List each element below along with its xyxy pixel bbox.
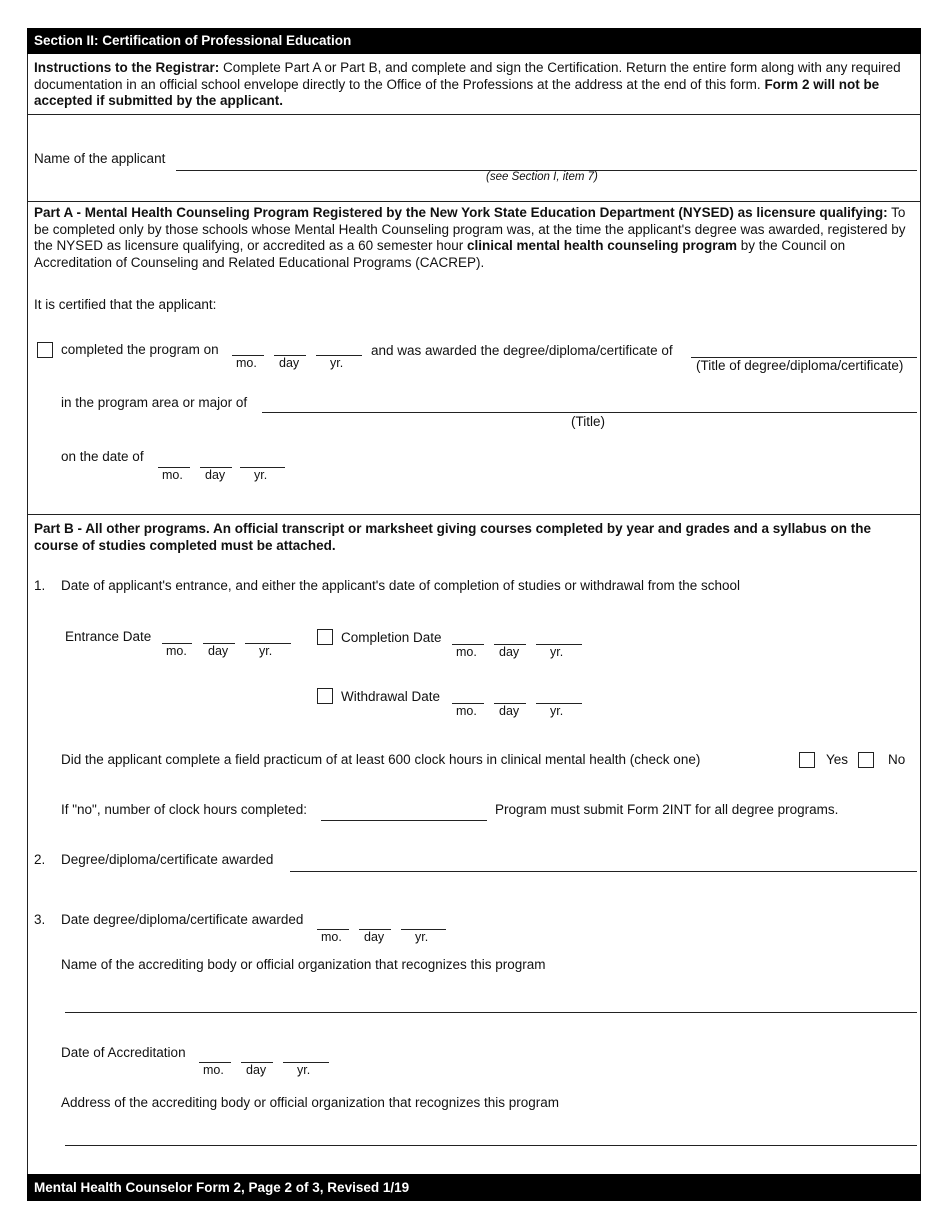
instructions: [34, 60, 914, 110]
accrediting-address-field[interactable]: [65, 1145, 917, 1146]
day-label: day: [499, 645, 520, 659]
day-label: day: [364, 930, 385, 944]
completion-date-label: Completion Date: [341, 630, 442, 645]
mo-label: mo.: [162, 468, 183, 482]
mo-label: mo.: [203, 1063, 224, 1077]
degree-title-hint: (Title of degree/diploma/certificate): [696, 358, 904, 373]
accrediting-name-label: Name of the accrediting body or official organization that recognizes this program: [61, 957, 546, 972]
withdrawal-checkbox[interactable]: [317, 688, 333, 704]
yr-label: yr.: [415, 930, 429, 944]
item-2-text: Degree/diploma/certificate awarded: [61, 852, 274, 867]
part-a-completed-checkbox[interactable]: [37, 342, 53, 358]
hours-label: If "no", number of clock hours completed:: [61, 802, 307, 817]
divider: [27, 201, 921, 202]
item-3-number: 3.: [34, 912, 46, 927]
day-label: day: [279, 356, 300, 370]
part-a-body-2: by the Council on Accreditation of Counseling and Related Educational Programs (CACREP).: [34, 238, 846, 270]
accrediting-address-label: Address of the accrediting body or official organization that recognizes this program: [61, 1095, 560, 1110]
instructions-warning: Form 2 will not be accepted if submitted by the applicant.: [34, 76, 880, 108]
footer-bar: Mental Health Counselor Form 2, Page 2 of 3, Revised 1/19: [27, 1174, 921, 1201]
practicum-question: Did the applicant complete a field practicum of at least 600 clock hours in clinical mental health (check one): [61, 752, 701, 767]
entrance-date-label: Entrance Date: [65, 629, 152, 644]
item-1-text: Date of applicant's entrance, and either the applicant's date of completion of studies or withdrawal from the school: [61, 578, 741, 593]
program-area-hint: (Title): [571, 414, 605, 429]
practicum-no-label: No: [888, 752, 906, 767]
completion-checkbox[interactable]: [317, 629, 333, 645]
yr-label: yr.: [330, 356, 344, 370]
item-3-text: Date degree/diploma/certificate awarded: [61, 912, 304, 927]
mo-label: mo.: [236, 356, 257, 370]
instructions-body: Complete Part A or Part B, and complete and sign the Certification. Return the entire form along with any required documentation in an official school envelope directly to the Office of the Professions at the address at the end of this form.: [34, 60, 901, 92]
practicum-yes-checkbox[interactable]: [799, 752, 815, 768]
form-frame: [27, 28, 921, 1201]
mo-label: mo.: [166, 644, 187, 658]
practicum-yes-label: Yes: [826, 752, 849, 767]
instructions-lead: Instructions to the Registrar:: [34, 60, 220, 75]
yr-label: yr.: [254, 468, 268, 482]
completed-label: completed the program on: [61, 342, 219, 357]
yr-label: yr.: [259, 644, 273, 658]
applicant-name-label: Name of the applicant: [34, 151, 166, 166]
part-a-body-1: To be completed only by those schools whose Mental Health Counseling program was, at the time the applicant's degree was awarded, registered by the NYSED as licensure qualifying, or accredited as a 60 semester hour: [34, 205, 906, 253]
divider: [27, 114, 921, 115]
part-a-heading: Part A - Mental Health Counseling Program Registered by the New York State Education Department (NYSED) as licensure qualifying:: [34, 205, 888, 220]
yr-label: yr.: [550, 645, 564, 659]
degree-awarded-field[interactable]: [290, 871, 917, 872]
divider: [27, 514, 921, 515]
part-a-bold-mid: clinical mental health counseling program: [466, 238, 738, 253]
mo-label: mo.: [456, 645, 477, 659]
section-header: Section II: Certification of Professional Education: [27, 28, 921, 54]
program-area-field[interactable]: [262, 412, 917, 413]
hours-field[interactable]: [321, 820, 487, 821]
yr-label: yr.: [550, 704, 564, 718]
awarded-label: and was awarded the degree/diploma/certificate of: [371, 343, 673, 358]
day-label: day: [499, 704, 520, 718]
applicant-name-hint: (see Section I, item 7): [486, 171, 598, 183]
yr-label: yr.: [297, 1063, 311, 1077]
part-a-description: [34, 205, 914, 271]
accreditation-date-label: Date of Accreditation: [61, 1045, 186, 1060]
practicum-no-checkbox[interactable]: [858, 752, 874, 768]
form-2int-note: Program must submit Form 2INT for all degree programs.: [495, 802, 839, 817]
part-b-heading: Part B - All other programs. An official transcript or marksheet giving courses completed by year and grades and a syllabus on the course of studies completed must be attached.: [34, 521, 871, 553]
item-1-number: 1.: [34, 578, 46, 593]
accrediting-name-field[interactable]: [65, 1012, 917, 1013]
day-label: day: [208, 644, 229, 658]
day-label: day: [205, 468, 226, 482]
certified-text: It is certified that the applicant:: [34, 297, 217, 312]
program-area-label: in the program area or major of: [61, 395, 248, 410]
date-of-label: on the date of: [61, 449, 144, 464]
day-label: day: [246, 1063, 267, 1077]
item-2-number: 2.: [34, 852, 46, 867]
mo-label: mo.: [456, 704, 477, 718]
mo-label: mo.: [321, 930, 342, 944]
withdrawal-date-label: Withdrawal Date: [341, 689, 441, 704]
